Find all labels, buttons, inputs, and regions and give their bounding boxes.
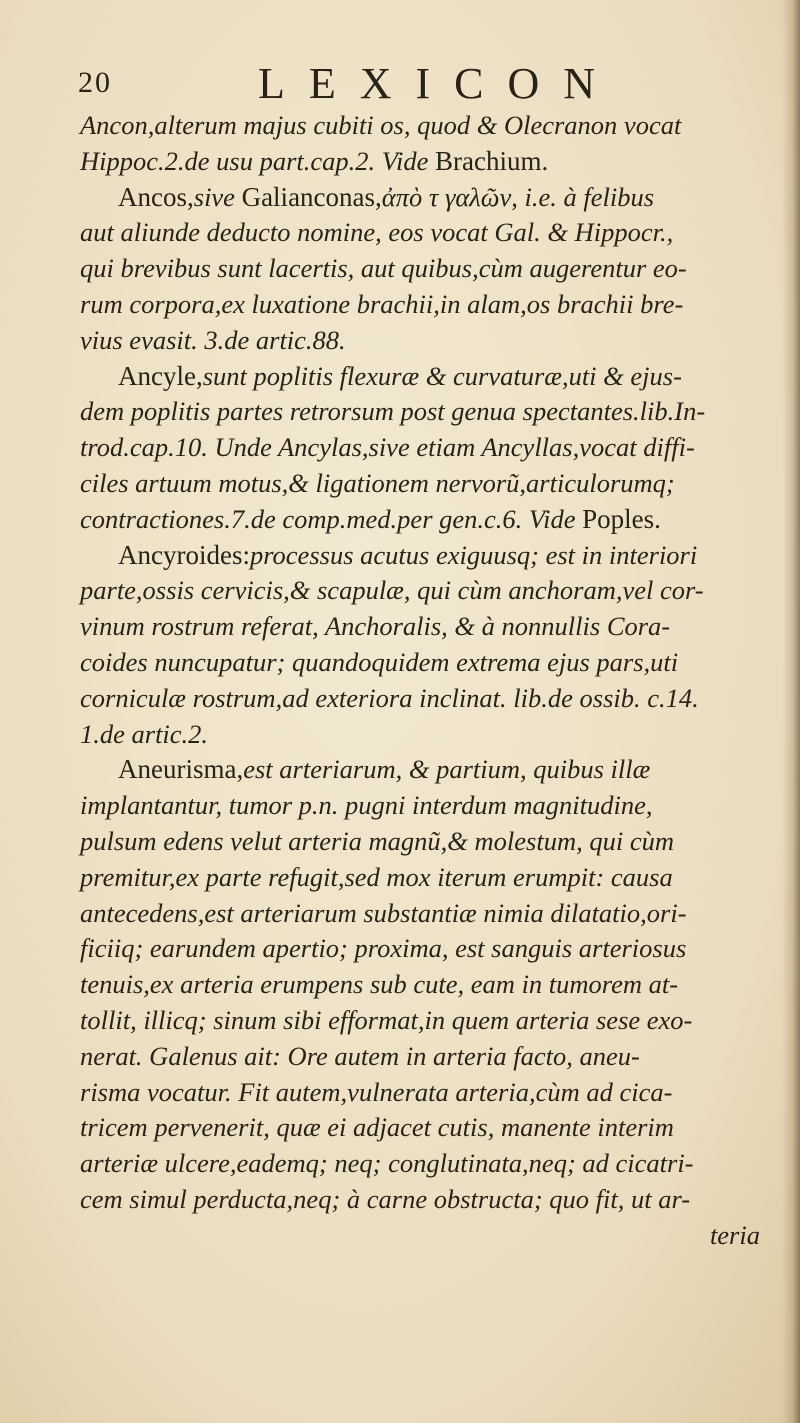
text-segment: ciles artuum motus,& ligationem nervorũ,articulorumq; [80,467,675,498]
text-line [80,1003,760,1039]
text-segment: ficiiq; earundem apertio; proxima, est sanguis arteriosus [80,933,687,964]
text-segment: tricem pervenerit, quæ ei adjacet cutis, manente interim [80,1112,674,1143]
text-segment: parte,ossis cervicis,& scapulæ, qui cùm anchoram,vel cor- [80,575,704,606]
text-segment: Ancon,alterum majus cubiti os, quod & Olecranon vocat [80,110,682,140]
running-title: LEXICON [258,59,620,108]
text-segment: processus acutus exiguusq; est in interiori [249,539,698,570]
text-line [80,538,760,574]
text-line [80,359,760,395]
text-line [80,752,760,788]
text-segment: tollit, illicq; sinum sibi efformat,in quem arteria sese exo- [80,1004,693,1035]
page-number: 20 [78,66,112,99]
text-segment: Hippoc.2.de usu part.cap.2. [80,145,382,176]
text-line [80,967,760,1003]
text-segment: dem poplitis partes retrorsum post genua spectantes.lib.In- [80,396,706,427]
text-line [80,931,760,967]
text-segment: Vide [528,503,583,534]
text-line [80,251,760,287]
text-segment: pulsum edens velut arteria magnũ,& molestum, qui cùm [80,825,674,856]
text-line [80,394,760,430]
headword: Ancos, [118,181,194,212]
page-edge-shadow [782,0,800,1423]
text-segment: trod.cap.10. Unde Ancylas,sive etiam Ancyllas,vocat diffi- [80,432,695,463]
text-segment: contractiones.7.de comp.med.per gen.c.6. [80,503,529,534]
page-header [78,58,758,110]
text-segment: vinum rostrum referat, Anchoralis, & à nonnullis Cora- [80,611,671,642]
text-segment: aut aliunde deducto nomine, eos vocat Gal. & Hippocr., [80,217,674,248]
text-segment: teria [709,1219,760,1250]
text-segment: implantantur, tumor p.n. pugni interdum magnitudine, [80,790,653,821]
text-segment: cem simul perducta,neq; à carne obstructa; quo fit, ut ar- [80,1183,691,1214]
text-segment: vius evasit. 3.de artic.88. [80,324,346,355]
text-line [80,430,760,466]
text-line [80,824,760,860]
text-segment: 1.de artic.2. [80,718,209,749]
text-segment: est arteriarum, & partium, quibus illæ [243,754,651,785]
text-line [80,180,760,216]
text-line [80,1075,760,1111]
headword: Brachium. [435,145,549,176]
text-segment: qui brevibus sunt lacertis, aut quibus,cùm augerentur eo- [80,253,687,284]
headword: Ancyle, [118,360,203,391]
text-line [80,466,760,502]
text-line [80,323,760,359]
text-line [80,717,760,753]
text-line [80,1182,760,1218]
headword: Galianconas, [241,181,382,212]
text-line [80,1146,760,1182]
text-segment: antecedens,est arteriarum substantiæ nimia dilatatio,ori- [80,897,687,928]
text-line [80,287,760,323]
text-line [80,215,760,251]
headword: Ancyroides: [118,539,250,570]
text-segment: tenuis,ex arteria erumpens sub cute, eam in tumorem at- [80,969,679,1000]
body-text [80,108,760,1254]
text-line [80,1110,760,1146]
text-line [80,502,760,538]
text-segment: corniculæ rostrum,ad exteriora inclinat. lib.de ossib. c.14. [80,682,699,713]
text-segment: ἀπὸ τ γαλῶν, i.e. à felibus [381,181,655,212]
text-line [80,144,760,180]
text-line [80,1218,760,1254]
text-line [80,645,760,681]
headword: Poples. [582,503,661,534]
text-segment: Vide [381,145,436,176]
text-line [80,573,760,609]
text-line [80,860,760,896]
text-line [80,1039,760,1075]
text-line [80,788,760,824]
text-segment: sive [193,181,242,212]
text-segment: sunt poplitis flexuræ & curvaturæ,uti & ejus- [202,360,682,391]
text-segment: arteriæ ulcere,eademq; neq; conglutinata,neq; ad cicatri- [80,1148,694,1179]
text-line [80,108,760,144]
text-segment: premitur,ex parte refugit,sed mox iterum erumpit: causa [80,861,673,892]
text-segment: risma vocatur. Fit autem,vulnerata arteria,cùm ad cica- [80,1076,673,1107]
text-segment: nerat. Galenus ait: Ore autem in arteria facto, aneu- [80,1040,640,1071]
text-line [80,681,760,717]
headword: Aneurisma, [118,754,244,785]
text-segment: rum corpora,ex luxatione brachii,in alam,os brachii bre- [80,288,684,319]
text-segment: coides nuncupatur; quandoquidem extrema ejus pars,uti [80,646,679,677]
text-line [80,609,760,645]
text-line [80,896,760,932]
